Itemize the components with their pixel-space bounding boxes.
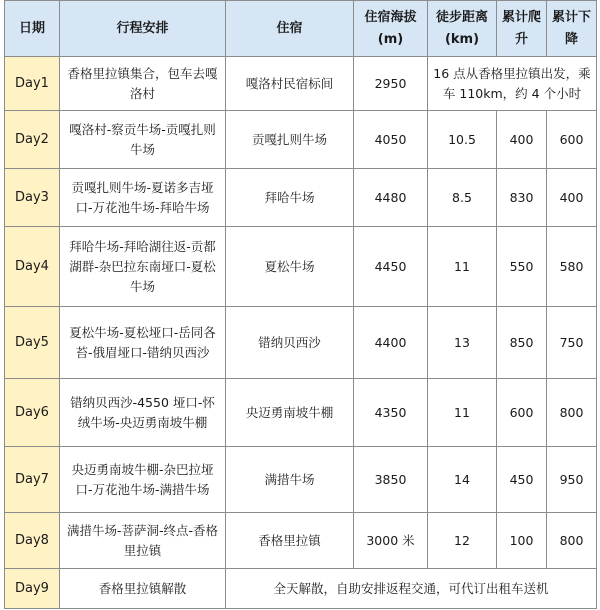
day-cell: Day9: [5, 569, 60, 609]
ascent-cell: 550: [497, 227, 547, 307]
header-row: [5, 1, 597, 57]
altitude-cell: 4350: [354, 379, 428, 447]
descent-cell: 800: [547, 513, 597, 569]
itinerary-cell: 错纳贝西沙-4550 垭口-怀绒牛场-央迈勇南坡牛棚: [60, 379, 226, 447]
altitude-cell: 2950: [354, 57, 428, 111]
day-cell: Day8: [5, 513, 60, 569]
table-row: [5, 379, 597, 447]
header-lodging: 住宿: [226, 1, 354, 57]
table-row: [5, 111, 597, 169]
lodging-cell: 贡嘎扎则牛场: [226, 111, 354, 169]
distance-cell: 14: [428, 447, 497, 513]
ascent-cell: 600: [497, 379, 547, 447]
header-descent: 累计下 降: [547, 1, 597, 57]
lodging-cell: 满措牛场: [226, 447, 354, 513]
table-row: [5, 513, 597, 569]
lodging-cell: 香格里拉镇: [226, 513, 354, 569]
day-cell: Day7: [5, 447, 60, 513]
table-row: [5, 57, 597, 111]
itinerary-cell: 夏松牛场-夏松垭口-岳同各苔-俄眉垭口-错纳贝西沙: [60, 307, 226, 379]
day-cell: Day5: [5, 307, 60, 379]
altitude-cell: 4450: [354, 227, 428, 307]
header-ascent: 累计爬 升: [497, 1, 547, 57]
itinerary-cell: 嘎洛村-察贡牛场-贡嘎扎则牛场: [60, 111, 226, 169]
itinerary-cell: 央迈勇南坡牛棚-杂巴拉垭口-万花池牛场-满措牛场: [60, 447, 226, 513]
itinerary-table: [4, 0, 597, 609]
altitude-cell: 4480: [354, 169, 428, 227]
distance-cell: 8.5: [428, 169, 497, 227]
note-cell: 全天解散，自助安排返程交通，可代订出租车送机: [226, 569, 597, 609]
descent-cell: 580: [547, 227, 597, 307]
descent-cell: 600: [547, 111, 597, 169]
lodging-cell: 央迈勇南坡牛棚: [226, 379, 354, 447]
lodging-cell: 嘎洛村民宿标间: [226, 57, 354, 111]
altitude-cell: 4400: [354, 307, 428, 379]
day-cell: Day3: [5, 169, 60, 227]
descent-cell: 800: [547, 379, 597, 447]
ascent-cell: 400: [497, 111, 547, 169]
day-cell: Day6: [5, 379, 60, 447]
distance-cell: 11: [428, 379, 497, 447]
day-cell: Day4: [5, 227, 60, 307]
altitude-cell: 3850: [354, 447, 428, 513]
itinerary-cell: 香格里拉镇集合，包车去嘎洛村: [60, 57, 226, 111]
ascent-cell: 830: [497, 169, 547, 227]
lodging-cell: 拜哈牛场: [226, 169, 354, 227]
itinerary-cell: 拜哈牛场-拜哈湖往返-贡都湖群-杂巴拉东南垭口-夏松牛场: [60, 227, 226, 307]
table-row: [5, 227, 597, 307]
distance-cell: 13: [428, 307, 497, 379]
descent-cell: 750: [547, 307, 597, 379]
table-row: [5, 307, 597, 379]
altitude-cell: 4050: [354, 111, 428, 169]
distance-cell: 12: [428, 513, 497, 569]
descent-cell: 400: [547, 169, 597, 227]
header-altitude: 住宿海拔 (m): [354, 1, 428, 57]
day-cell: Day1: [5, 57, 60, 111]
lodging-cell: 夏松牛场: [226, 227, 354, 307]
itinerary-cell: 满措牛场-菩萨洞-终点-香格里拉镇: [60, 513, 226, 569]
itinerary-cell: 贡嘎扎则牛场-夏诺多吉垭口-万花池牛场-拜哈牛场: [60, 169, 226, 227]
lodging-cell: 错纳贝西沙: [226, 307, 354, 379]
header-date: 日期: [5, 1, 60, 57]
distance-cell: 10.5: [428, 111, 497, 169]
ascent-cell: 450: [497, 447, 547, 513]
header-distance: 徒步距离 (km): [428, 1, 497, 57]
header-itinerary: 行程安排: [60, 1, 226, 57]
distance-cell: 11: [428, 227, 497, 307]
ascent-cell: 100: [497, 513, 547, 569]
itinerary-table-container: [4, 0, 597, 609]
descent-cell: 950: [547, 447, 597, 513]
altitude-cell: 3000 米: [354, 513, 428, 569]
itinerary-cell: 香格里拉镇解散: [60, 569, 226, 609]
table-row: [5, 447, 597, 513]
ascent-cell: 850: [497, 307, 547, 379]
table-row: [5, 169, 597, 227]
note-cell: 16 点从香格里拉镇出发，乘车 110km，约 4 个小时: [428, 57, 597, 111]
table-row: [5, 569, 597, 609]
day-cell: Day2: [5, 111, 60, 169]
